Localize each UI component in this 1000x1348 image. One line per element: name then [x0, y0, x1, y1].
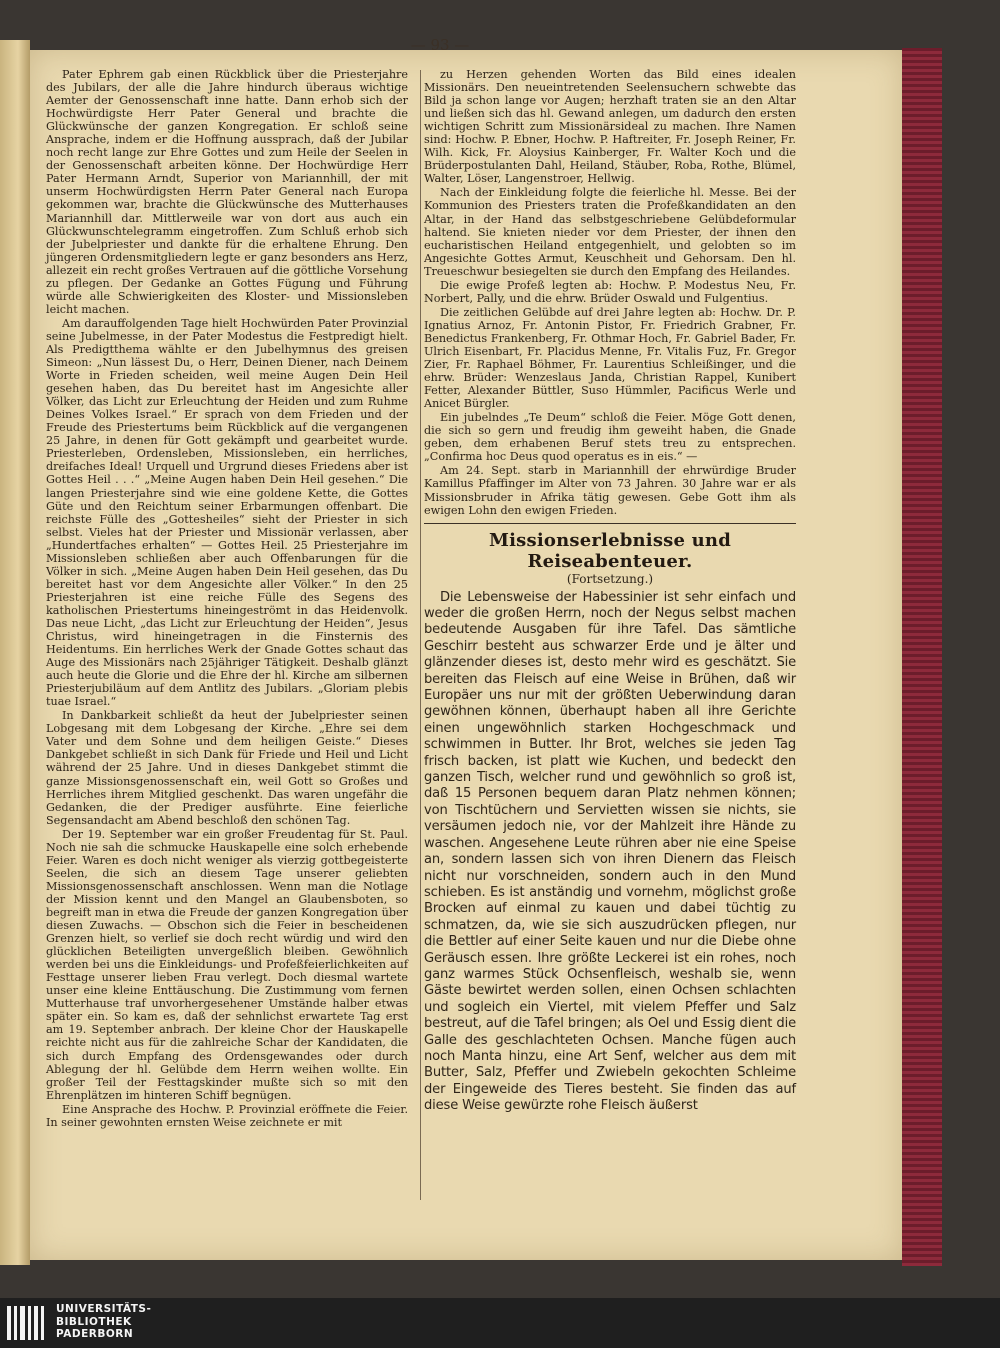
right-paragraph: Die zeitlichen Gelübde auf drei Jahre legten ab: Hochw. Dr. P. Ignatius Arnoz, Fr. Antonin Pistor, Fr. Friedrich Grabner, Fr. Benedictus Frankenberg, Fr. Othmar Hoch, Fr. Gabriel Bader, Fr. Ulrich Eisenbart, Fr. Placidus Menne, Fr. Vitalis Fuz, Fr. Gregor Zier, Fr. Raphael Böhmer, Fr. Laurentius Schleißinger, und die ehrw. Brüder: Wenzeslaus Janda, Christian Rappel, Kunibert Fetter, Alexander Büttler, Suso Hümmler, Pacificus Werle und Anicet Bürgler. — [424, 305, 796, 411]
logo-line: PADERBORN — [56, 1328, 134, 1340]
previous-page-edge — [0, 40, 30, 1265]
column-divider — [420, 70, 421, 1200]
left-paragraph: Der 19. September war ein großer Freudentag für St. Paul. Noch nie sah die schmucke Hauskapelle eine solch erhebende Feier. Waren es doch nicht weniger als vierzig gottbegeisterte Seelen, die sich an diesem Tage unserer geliebten Missionsgenossenschaft anschlossen. Wenn man die Notlage der Mission kennt und den Mangel an Glaubensboten, so begreift man in etwa die Freude der ganzen Kongregation über diesen Zuwachs. — Obschon sich die Feier in bescheidenen Grenzen hielt, so verlief sie doch recht würdig und wird den glücklichen Beteiligten unvergeßlich bleiben. Gewöhnlich werden bei uns die Einkleidungs- und Profeßfeierlichkeiten auf Festtage unserer lieben Frau verlegt. Doch diesmal wartete unser eine kleine Enttäuschung. Die Zustimmung vom fernen Mutterhause traf unvorhergesehener Umstände halber etwas später ein. So kam es, daß der sehnlichst erwartete Tag erst am 19. September anbrach. Der kleine Chor der Hauskapelle reichte nicht aus für die zahlreiche Schar der Kandidaten, die sich durch Empfang des Ordensgewandes oder durch Ablegung der hl. Gelübde dem Herrn weihen wollte. Ein großer Teil der Festtagskinder mußte sich so mit den Ehrenplätzen im hinteren Schiff begnügen. — [46, 827, 408, 1102]
right-paragraph: Nach der Einkleidung folgte die feierliche hl. Messe. Bei der Kommunion des Priesters traten die Profeßkandidaten an den Altar, in der Hand das selbstgeschriebene Gelübdeformular haltend. Sie knieten nieder vor dem Priester, der ihnen den eucharistischen Heiland entgegenhielt, und gelobten so im Angesichte Gottes Armut, Keuschheit und Gehorsam. Den hl. Treueschwur besiegelten sie durch den Empfang des Heilandes. — [424, 186, 796, 278]
section-rule — [424, 523, 796, 524]
left-paragraph: Pater Ephrem gab einen Rückblick über die Priesterjahre des Jubilars, der alle die Jahre hindurch überaus wichtige Aemter der Genossenschaft inne hatte. Dann erhob sich der Hochwürdigste Herr Pater General und brachte die Glückwünsche der ganzen Kongregation. Er schloß seine Ansprache, indem er die Hoffnung aussprach, daß der Jubilar noch recht lange zur Ehre Gottes und zum Heile der Seelen in der Genossenschaft arbeiten könne. Der Hochwürdige Herr Pater Hermann Arndt, Superior von Mariannhill, der mit unserm Hochwürdigsten Herrn Pater General nach Europa gekommen war, brachte die Glückwünsche des Mutterhauses Mariannhill dar. Mittlerweile war von dort aus auch ein Glückwunschtelegramm eingetroffen. Zum Schluß erhob sich der Jubelpriester und dankte für die erhaltene Ehrung. Den jüngeren Ordensmitgliedern legte er ganz besonders ans Herz, allezeit ein recht großes Vertrauen auf die göttliche Vorsehung zu pflegen. Der Gedanke an Gottes Fügung und Führung würde alle Schwierigkeiten des Kloster- und Missionsleben leicht machen. — [46, 68, 408, 316]
left-paragraph: In Dankbarkeit schließt da heut der Jubelpriester seinen Lobgesang mit dem Lobgesang der Kirche. „Ehre sei dem Vater und dem Sohne und dem heiligen Geiste.“ Dieses Dankgebet schließt in sich Dank für Friede und Heil und Licht während der 25 Jahre. Und in dieses Dankgebet stimmt die ganze Missionsgenossenschaft ein, weil Gott so Großes und Herrliches ihrem Mitglied geschenkt. Das waren ungefähr die Gedanken, die der Prediger ausführte. Eine feierliche Segensandacht am Abend beschloß den schönen Tag. — [46, 709, 408, 827]
left-column — [46, 68, 408, 1130]
book-binding-edge — [902, 48, 942, 1266]
library-bars-icon — [6, 1304, 48, 1342]
left-paragraph: Am darauffolgenden Tage hielt Hochwürden Pater Provinzial seine Jubelmesse, in der Pater Modestus die Festpredigt hielt. Als Predigtthema wählte er den Jubelhymnus des greisen Simeon: „Nun lässest Du, o Herr, Deinen Diener, nach Deinem Worte in Frieden scheiden, weil meine Augen Dein Heil gesehen haben, das Du bereitet hast im Angesichte aller Völker, das Licht zur Erleuchtung der Heiden und zum Ruhme Deines Volkes Israel.“ Er sprach von dem Frieden und der Freude des Priestertums beim Rückblick auf die vergangenen 25 Jahre, in denen für Gott gekämpft und gearbeitet wurde. Priesterleben, Ordensleben, Missionsleben, ein herrliches, dreifaches Ideal! Urquell und Urgrund dieses Friedens aber ist Gottes Heil . . .“ „Meine Augen haben Dein Heil gesehen.“ Die langen Priesterjahre sind wie eine goldene Kette, die Gottes Güte und den Reichtum seiner Erbarmungen offenbart. Die reichste Fülle des „Gottesheiles“ sieht der Priester in sich selbst. Vieles hat der Priester und Missionär verlassen, aber „Hundertfaches erhalten“ — Gottes Heil. 25 Priesterjahre im Missionsleben schließen aber auch Offenbarungen für die Völker in sich. „Meine Augen haben Dein Heil gesehen, das Du bereitet hast vor dem Angesichte aller Völker.“ In den 25 Priesterjahren ist eine reiche Fülle des Segens des katholischen Priestertums hineingeströmt in das Heidenvolk. Das neue Licht, „das Licht zur Erleuchtung der Heiden“, Jesus Christus, wird hineingetragen in die Finsternis des Heidentums. Ein herrliches Werk der Gnade Gottes schaut das Auge des Missionärs nach 25jähriger Tätigkeit. Deshalb glänzt auch heute die Glorie und die Ehre der hl. Kirche am silbernen Priesterjubiläum auf dem Antlitz des Jubilars. „Gloriam plebis tuae Israel.“ — [46, 316, 408, 709]
right-paragraph: Am 24. Sept. starb in Mariannhill der ehrwürdige Bruder Kamillus Pfaffinger im Alter von 73 Jahren. 30 Jahre war er als Missionsbruder in Afrika tätig gewesen. Gebe Gott ihm als ewigen Lohn den ewigen Frieden. — [424, 464, 796, 517]
right-paragraph: zu Herzen gehenden Worten das Bild eines idealen Missionärs. Den neueintretenden Seelensuchern schwebte das Bild ja schon lange vor Augen; herzhaft traten sie an den Altar und ließen sich das hl. Gewand anlegen, um dadurch den ersten wichtigen Schritt zum Missionärsideal zu machen. Ihre Namen sind: Hochw. P. Ebner, Hochw. P. Haftreiter, Fr. Joseph Reiner, Fr. Wilh. Kick, Fr. Aloysius Kainberger, Fr. Walter Koch und die Brüderpostulanten Dahl, Heiland, Stäuber, Roba, Rothe, Blümel, Walter, Löser, Langenstroer, Hellwig. — [424, 68, 796, 186]
page-number: — 93 — — [410, 36, 470, 54]
article-subtitle: (Fortsetzung.) — [566, 571, 654, 586]
logo-line: BIBLIOTHEK — [56, 1315, 132, 1328]
right-column — [424, 68, 796, 1116]
article-paragraph: Die Lebensweise der Habessinier ist sehr einfach und weder die großen Herrn, noch der Negus selbst machen bedeutende Ausgaben für ihre Tafel. Das sämtliche Geschirr besteht aus schwarzer Erde und je älter und glänzender dieses ist, desto mehr wird es geschätzt. Sie bereiten das Fleisch auf eine Weise in Brühen, daß wir Europäer uns nur mit der größten Ueberwindung daran gewöhnen können, überhaupt haben all ihre Gerichte einen ungewöhnlich starken Hochgeschmack und schwimmen in Butter. Ihr Brot, welches sie jeden Tag frisch backen, ist platt wie Kuchen, und bedeckt den ganzen Tisch, welcher rund und gewöhnlich so groß ist, daß 15 Personen bequem daran Platz nehmen können; von Tischtüchern und Servietten wissen sie nichts, sie versäumen jedoch nie, vor der Mahlzeit ihre Hände zu waschen. Angesehene Leute rühren aber nie eine Speise an, sondern lassen sich von ihren Dienern das Fleisch nicht nur vorschneiden, sondern auch in den Mund schieben. Es ist anständig und vornehm, möglichst große Brocken auf einmal zu kauen und dabei tüchtig zu schmatzen, da, wie sie sich auszudrücken pflegen, nur die Bettler auf einer Seite kauen und nur die Diebe ohne Geräusch essen. Ihre größte Leckerei ist ein rohes, noch ganz warmes Stück Ochsenfleisch, weshalb sie, wenn Gäste bewirtet werden sollen, einen Ochsen schlachten und sogleich ein Viertel, mit vielem Pfeffer und Salz bestreut, auf die Tafel bringen; als Oel und Essig dient die Galle des geschlachteten Ochsen. Manche fügen auch noch Manta hinzu, eine Art Senf, welcher aus dem mit Butter, Salz, Pfeffer und Zwiebeln gekochten Schleime der Eingeweide des Tieres besteht. Sie finden das auf diese Weise gewürzte rohe Fleisch äußerst — [424, 589, 796, 1114]
library-logo-text — [56, 1303, 151, 1341]
right-paragraph: Die ewige Profeß legten ab: Hochw. P. Modestus Neu, Fr. Norbert, Pally, und die ehrw. Brüder Oswald und Fulgentius. — [424, 278, 796, 305]
article-title: Missionserlebnisse und Reiseabenteuer. — [489, 529, 731, 572]
left-paragraph: Eine Ansprache des Hochw. P. Provinzial eröffnete die Feier. In seiner gewohnten ernsten Weise zeichnete er mit — [46, 1102, 408, 1129]
right-paragraph: Ein jubelndes „Te Deum“ schloß die Feier. Möge Gott denen, die sich so gern und freudig ihm geweiht haben, die Gnade geben, dem erhabenen Beruf stets treu zu entsprechen. „Confirma hoc Deus quod operatus es in eis.“ — — [424, 411, 796, 464]
logo-line: UNIVERSITÄTS- — [56, 1303, 152, 1315]
